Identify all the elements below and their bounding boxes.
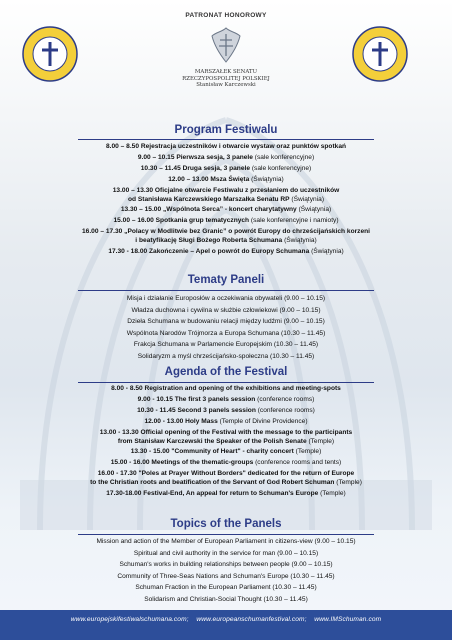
footer-link-institute[interactable]: www.IMSchuman.com — [314, 616, 382, 623]
schedule-row-main: 16.00 – 17.30 „Polacy w Modlitwie bez Granic” o powrót Europy do chrześcijańskich korzeni — [81, 228, 371, 236]
footer-link-en[interactable]: www.europeanschumanfestival.com; — [196, 616, 307, 623]
schedule-row-main: 13.30 - 15.00 "Community of Heart" - charity concert — [130, 448, 294, 456]
schedule-row — [0, 437, 452, 448]
schedule-row — [0, 216, 452, 227]
schedule-row — [0, 247, 452, 258]
schedule-row-main: from Stanisław Karczewski the Speaker of the Polish Senate — [117, 437, 307, 445]
schedule-row-main: 8.00 - 8.50 Registration and opening of the exhibitions and meeting-spots — [111, 385, 341, 392]
schedule-row-location: (conference rooms) — [255, 406, 315, 414]
schedule-row-location: (conference rooms and tents) — [253, 459, 342, 467]
footer-bar — [0, 610, 452, 640]
schedule-row — [0, 227, 452, 236]
schedule-row — [0, 236, 452, 247]
panel-topic-row: Schuman's works in building relationships between people (9.00 – 10.15) — [119, 561, 333, 568]
program-pl-divider — [78, 139, 374, 140]
schedule-row-location: (Temple of Divine Providence) — [217, 417, 308, 425]
schedule-row — [0, 195, 452, 206]
schedule-row — [0, 142, 452, 153]
footer-links — [0, 616, 452, 623]
schedule-row-main: 17.30 - 18.00 Zakończenie – Apel o powrót do Europy Schumana — [108, 248, 310, 256]
schedule-row-location: (sale konferencyjne) — [250, 164, 312, 172]
program-en-title: Agenda of the Festival — [164, 366, 288, 378]
panel-topic-row: Frakcja Schumana w Parlamencie Europejskim (10.30 – 11.45) — [133, 341, 319, 348]
schedule-row — [0, 164, 452, 175]
schedule-row-main: 9.00 - 10.15 The first 3 panels session — [137, 395, 256, 403]
panels-en-title: Topics of the Panels — [170, 518, 282, 530]
schedule-row-location: (conference rooms) — [255, 395, 315, 403]
schedule-row-main: 10.30 – 11.45 Druga sesja, 3 panele — [140, 164, 251, 172]
schedule-row-location: (Świątynia) — [296, 206, 332, 214]
schedule-row-main: 15.00 - 16.00 Meetings of the thematic-groups — [110, 459, 254, 467]
schedule-row-main: 16.00 - 17.30 "Poles at Prayer Without Borders" dedicated for the return of Europe — [97, 470, 355, 478]
panels-pl-divider — [78, 290, 374, 291]
schedule-row-main: 13.00 – 13.30 Oficjalne otwarcie Festiwalu z przesłaniem do uczestników — [112, 186, 340, 194]
panel-topic-row: Władza duchowna i cywilna w służbie człowiekowi (9.00 – 10.15) — [131, 306, 321, 314]
marshal-title: MARSZAŁEK SENATU — [194, 69, 258, 75]
schedule-row — [0, 458, 452, 469]
schedule-row-location: (Świątynia) — [289, 195, 325, 203]
schedule-row-main: 13.00 - 13.30 Official opening of the Festival with the message to the participants — [99, 428, 353, 436]
schedule-row — [0, 384, 452, 395]
footer-link-pl[interactable]: www.europejskifestiwalschumana.com; — [70, 616, 189, 623]
panel-topic-row: Wspólnota Narodów Trójmorza a Europa Schumana (10.30 – 11.45) — [126, 329, 326, 337]
program-en-divider — [78, 382, 374, 383]
schedule-row-location: (Temple) — [306, 437, 335, 445]
schedule-row-location: (Temple) — [318, 490, 346, 498]
schedule-row-main: to the Christian roots and beatification of the Servant of God Robert Schuman — [90, 479, 335, 487]
schedule-row-main: 8.00 – 8.50 Rejestracja uczestników i otwarcie wystaw oraz punktów spotkań — [105, 143, 347, 150]
panels-en-divider — [78, 534, 374, 535]
schedule-row-location: (sale konferencyjne i namioty) — [249, 217, 339, 225]
schedule-row-location: (Świątynia) — [309, 248, 344, 256]
panels-pl-list — [0, 293, 452, 362]
schedule-row — [0, 489, 452, 500]
panel-topic-row: Spiritual and civil authority in the service for man (9.00 – 10.15) — [133, 549, 319, 557]
schedule-row-main: 12.00 – 13.00 Msza Święta — [168, 175, 250, 183]
schedule-row-location: (Temple) — [334, 479, 362, 487]
schedule-row-main: 10.30 - 11.45 Second 3 panels session — [137, 406, 256, 414]
schedule-row — [0, 406, 452, 417]
schedule-row — [0, 153, 452, 164]
program-pl-title: Program Festiwalu — [174, 124, 278, 136]
panel-topic-row: Community of Three-Seas Nations and Schuman's Europe (10.30 – 11.45) — [117, 572, 335, 580]
schedule-row-main: 13.30 – 15.00 „Wspólnota Serca” - koncert charytatywny — [120, 206, 297, 214]
schedule-row-main: 9.00 – 10.15 Pierwsza sesja, 3 panele — [137, 153, 253, 161]
marshal-block — [0, 69, 452, 89]
panel-topic-row: Solidaryzm a myśl chrześcijańsko-społeczna (10.30 – 11.45) — [137, 352, 315, 360]
schedule-row — [0, 478, 452, 489]
marshal-republic: RZECZYPOSPOLITEJ POLSKIEJ — [182, 75, 270, 82]
panel-topic-row: Dzieła Schumana w budowaniu relacji między ludźmi (9.00 – 10.15) — [127, 318, 325, 325]
schedule-row — [0, 395, 452, 406]
panels-pl-title: Tematy Paneli — [187, 274, 265, 286]
panel-topic-row: Misja i działanie Europosłów a oczekiwania obywateli (9.00 – 10.15) — [126, 295, 326, 302]
schedule-row — [0, 186, 452, 195]
schedule-row-location: (Temple) — [293, 448, 322, 456]
eagle-emblem-icon — [208, 26, 244, 64]
schedule-row-main: od Stanisława Karczewskiego Marszałka Senatu RP — [127, 195, 290, 203]
schedule-row-location: (sale konferencyjne) — [252, 153, 315, 161]
schedule-row — [0, 428, 452, 437]
schedule-row-main: i beatyfikację Sługi Bożego Roberta Schumana — [135, 237, 283, 245]
schedule-row — [0, 417, 452, 428]
schedule-row-main: 12.00 - 13.00 Holy Mass — [144, 417, 218, 425]
panel-topic-row: Schuman Fraction in the European Parliament (10.30 – 11.45) — [135, 584, 317, 591]
panel-topic-row: Mission and action of the Member of European Parliament in citizens-view (9.00 – 10.15) — [96, 538, 356, 545]
schedule-row-location: (Świątynia) — [282, 237, 317, 245]
panels-en-list — [0, 536, 452, 605]
schedule-row — [0, 447, 452, 458]
program-pl-list — [0, 142, 452, 258]
marshal-name: Stanisław Karczewski — [196, 82, 256, 89]
schedule-row-location: (Świątynia) — [249, 175, 284, 183]
schedule-row-main: 17.30-18.00 Festival-End, An appeal for return to Schuman's Europe — [106, 490, 319, 498]
program-en-list — [0, 384, 452, 500]
schedule-row-main: 15.00 – 16.00 Spotkania grup tematycznych — [113, 217, 250, 225]
schedule-row — [0, 469, 452, 478]
schedule-row — [0, 175, 452, 186]
schedule-row — [0, 205, 452, 216]
patronage-label: PATRONAT HONOROWY — [185, 12, 267, 19]
panel-topic-row: Solidarism and Christian-Social Thought (10.30 – 11.45) — [144, 595, 308, 603]
